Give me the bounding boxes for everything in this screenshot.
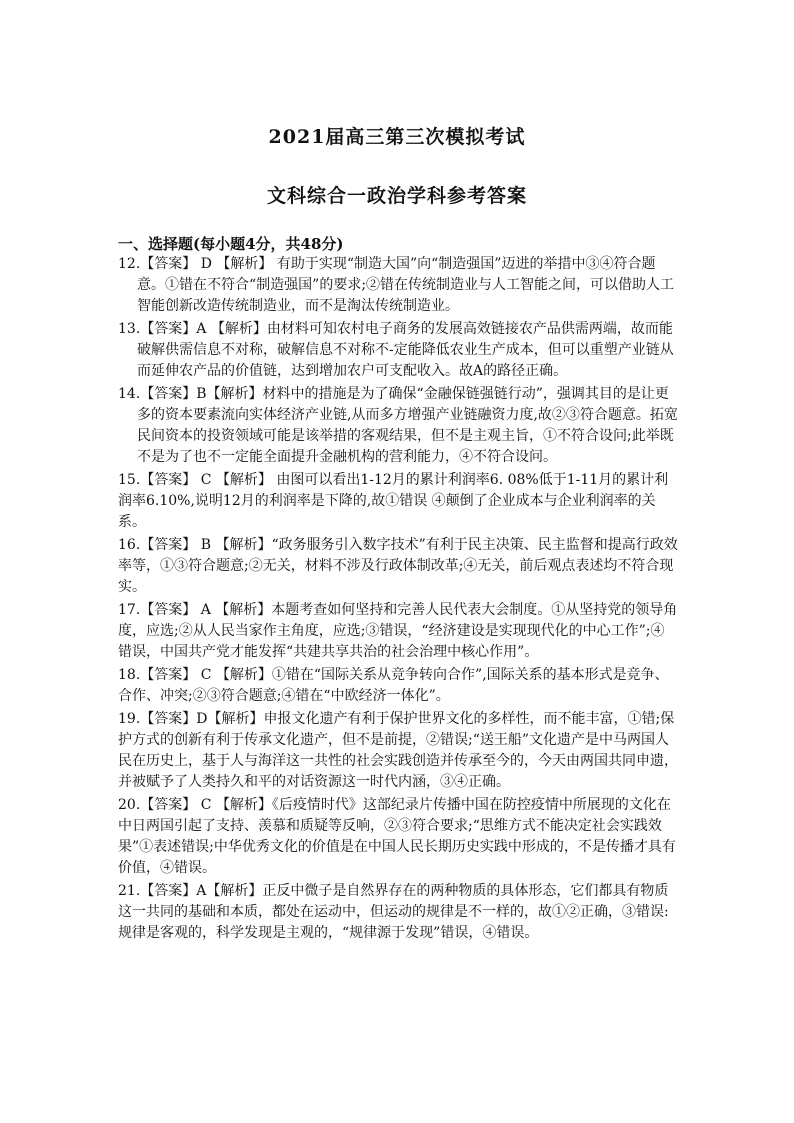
document-title: 2021届高三第三次模拟考试 (268, 126, 526, 148)
item-number: 13. (118, 321, 141, 337)
answer-item-21 (118, 881, 678, 944)
item-text: 【答案】 D 【解析】 有助于实现“制造大国”向“制造强国”迈进的举措中③④符合题意。①错在不符合“制造强国”的要求;②错在传统制造业与人工智能之间，可以借助人工智能创新改造传统制造业，而不是淘汰传统制造业。 (137, 256, 675, 314)
item-text: 【答案】B【解析】材料中的措施是为了确保“金融保链强链行动”，强调其目的是让更多的资本要素流向实体经济产业链,从而多方增强产业链融资力度,故②③符合题意。拓宽民间资本的投资领域可能是该举措的客观结果，但不是主观主旨，①不符合设问;此举既不是为了也不一定能全面提升金融机构的营利能力，④不符合设问。 (137, 386, 678, 465)
item-text: 【答案】 B 【解析】“政务服务引入数字技术”有利于民主决策、民主监督和提高行政效率等，①③符合题意;②无关，材料不涉及行政体制改革;④无关，前后观点表述均不符合现实。 (118, 537, 678, 595)
answer-item-17 (118, 600, 678, 663)
item-text: 【答案】A【解析】正反中微子是自然界存在的两种物质的具体形态，它们都具有物质这一共同的基础和本质，都处在运动中，但运动的规律是不一样的，故①②正确，③错误:规律是客观的，科学发现是主观的，“规律源于发现”错误，④错误。 (118, 883, 669, 941)
answer-item-12 (118, 254, 678, 317)
item-text: 【答案】A 【解析】由材料可知农村电子商务的发展高效链接农产品供需两端，故而能破解供需信息不对称，破解信息不对称不-定能降低农业生产成本，但可以重塑产业链从而延伸农产品的价值链，达到增加农户可支配收入。故A的路径正确。 (137, 321, 674, 379)
item-text: 【答案】 C 【解析】《后疫情时代》这部纪录片传播中国在防控疫情中所展现的文化在中日两国引起了支持、羡慕和质疑等反响，②③符合要求;“思维方式不能决定社会实践效果”①表述错误;中华优秀文化的价值是在中国人民长期历史实践中形成的，不是传播才具有价值，④错误。 (118, 797, 676, 876)
answer-item-20 (118, 795, 678, 879)
item-number: 12. (118, 256, 141, 272)
document-subtitle: 文科综合一政治学科参考答案 (266, 185, 527, 207)
item-number: 17. (118, 602, 141, 618)
answer-item-15 (118, 470, 678, 533)
answer-list (118, 254, 678, 946)
answer-item-13 (118, 319, 678, 382)
item-number: 18. (118, 667, 141, 683)
item-number: 15. (118, 472, 141, 488)
item-number: 14. (118, 386, 141, 402)
answer-item-14 (118, 384, 678, 468)
item-text: 【答案】 A 【解析】本题考查如何坚持和完善人民代表大会制度。①从坚持党的领导角度，应选;②从人民当家作主角度，应选;③错误，“经济建设是实现现代化的中心工作”;④错误，中国共产党才能发挥“共建共享共治的社会治理中核心作用”。 (118, 602, 678, 660)
item-text: 【答案】D【解析】申报文化遗产有利于保护世界文化的多样性，而不能丰富，①错;保护方式的创新有利于传承文化遗产，但不是前提，②错误;“送王船”文化遗产是中马两国人民在历史上，基于人与海洋这一共性的社会实践创造并传承至今的，今天由两国共同申遗，并被赋予了人类持久和平的对话资源这一时代内涵，③④正确。 (118, 711, 678, 790)
item-text: 【答案】 C 【解析】①错在“国际关系从竞争转向合作”,国际关系的基本形式是竞争、合作、冲突;②③符合题意;④错在“中欧经济一体化”。 (118, 667, 669, 704)
answer-item-18 (118, 665, 678, 707)
item-number: 16. (118, 537, 141, 553)
answer-item-19 (118, 709, 678, 793)
item-number: 21. (118, 883, 141, 899)
item-text: 【答案】 C 【解析】 由图可以看出1-12月的累计利润率6. 08%低于1-11月的累计利润率6.10%,说明12月的利润率是下降的,故①错误 ④颠倒了企业成本与企业利润率的关系。 (118, 472, 669, 530)
answer-item-16 (118, 535, 678, 598)
item-number: 20. (118, 797, 141, 813)
section-heading: 一、选择题(每小题4分，共48分) (118, 235, 344, 253)
item-number: 19. (118, 711, 141, 727)
